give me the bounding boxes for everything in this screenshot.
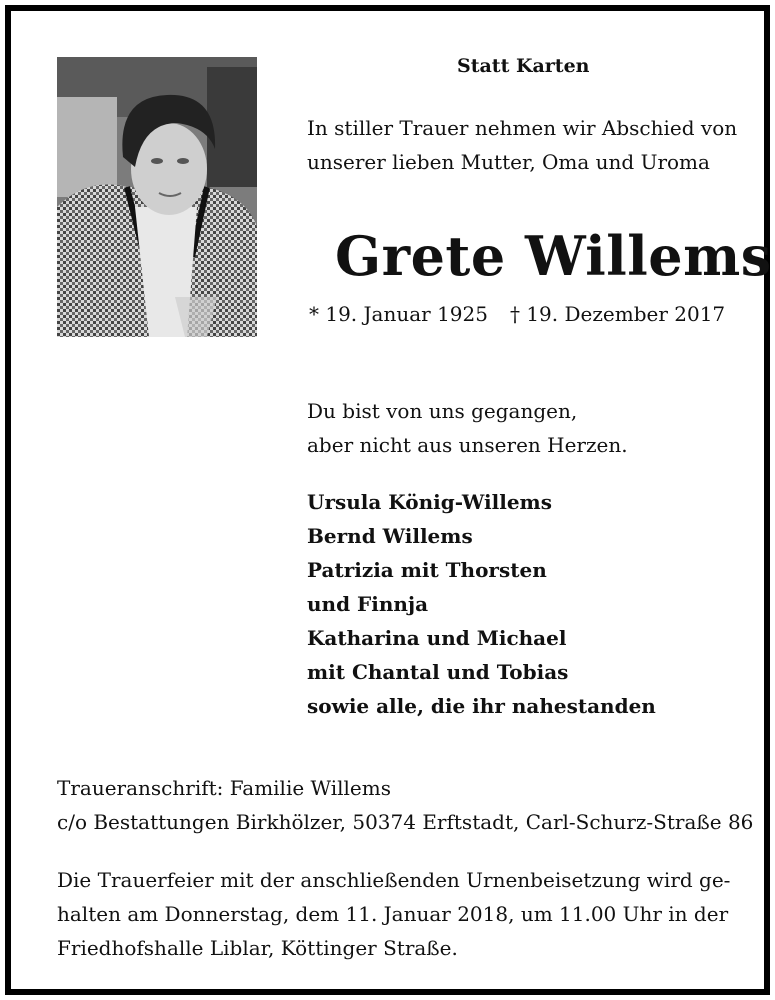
memorial-quote	[307, 394, 628, 462]
mourner-line: Katharina und Michael	[307, 626, 567, 650]
mourner-line: und Finnja	[307, 592, 429, 616]
quote-line-1: Du bist von uns gegangen,	[307, 399, 578, 423]
ceremony-line-2: halten am Donnerstag, dem 11. Januar 2018, um 11.00 Uhr in der	[57, 902, 729, 926]
mourner-line: mit Chantal und Tobias	[307, 660, 569, 684]
obituary-frame	[5, 5, 770, 995]
mourner-line: Ursula König-Willems	[307, 490, 552, 514]
birth-date: * 19. Januar 1925	[309, 302, 488, 326]
ceremony-line-1: Die Trauerfeier mit der anschließenden Urnenbeisetzung wird ge-	[57, 868, 731, 892]
mourner-line: Bernd Willems	[307, 524, 473, 548]
mourner-line: sowie alle, die ihr nahestanden	[307, 694, 656, 718]
quote-line-2: aber nicht aus unseren Herzen.	[307, 433, 628, 457]
life-dates	[309, 302, 725, 326]
death-date: † 19. Dezember 2017	[509, 302, 726, 326]
portrait-photo	[57, 57, 257, 337]
mourner-line: Patrizia mit Thorsten	[307, 558, 547, 582]
ceremony-notice	[57, 863, 731, 965]
header-statt-karten: Statt Karten	[457, 55, 590, 77]
intro-line-1: In stiller Trauer nehmen wir Abschied von	[307, 116, 738, 140]
intro-text	[307, 111, 737, 179]
ceremony-line-3: Friedhofshalle Liblar, Köttinger Straße.	[57, 936, 458, 960]
intro-line-2: unserer lieben Mutter, Oma und Uroma	[307, 150, 710, 174]
portrait-illustration	[57, 57, 257, 337]
mourners-list	[307, 485, 656, 723]
mourning-address	[57, 771, 753, 839]
deceased-name: Grete Willems	[335, 224, 772, 288]
address-line-1: Traueranschrift: Familie Willems	[57, 776, 391, 800]
address-line-2: c/o Bestattungen Birkhölzer, 50374 Erftstadt, Carl-Schurz-Straße 86	[57, 810, 754, 834]
